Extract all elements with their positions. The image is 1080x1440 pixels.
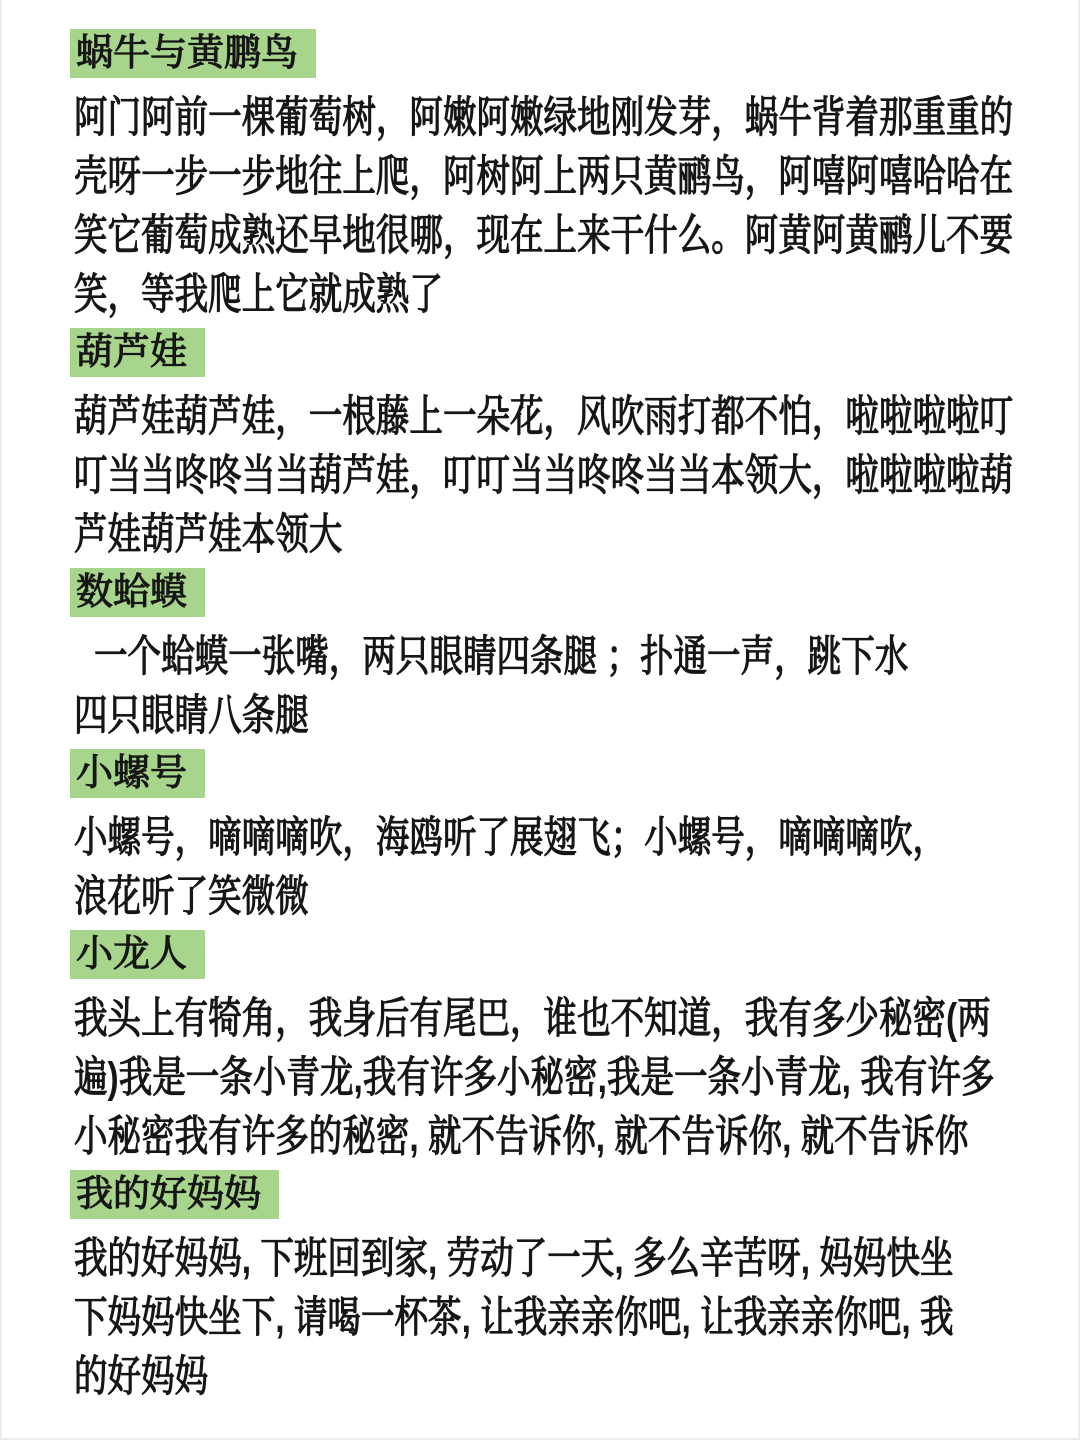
lyric-line: 遍)我是一条小青龙,我有许多小秘密,我是一条小青龙, 我有许多 (74, 1054, 995, 1102)
song-title-row (74, 321, 1038, 384)
lyric-line: 小秘密我有许多的秘密, 就不告诉你, 就不告诉你, 就不告诉你 (74, 1113, 969, 1161)
song-title: 葫芦娃 (70, 328, 205, 377)
lyric-line: 的好妈妈 (74, 1353, 209, 1401)
song-title: 我的好妈妈 (70, 1170, 279, 1219)
lyric-line: 下妈妈快坐下, 请喝一杯茶, 让我亲亲你吧, 让我亲亲你吧, 我 (74, 1294, 954, 1342)
lyric-line: 我的好妈妈, 下班回到家, 劳动了一天, 多么辛苦呀, 妈妈快坐 (74, 1235, 954, 1283)
lyric-line: 葫芦娃葫芦娃，一根藤上一朵花，风吹雨打都不怕，啦啦啦啦叮 (74, 393, 1014, 441)
lyric-line: 四只眼睛八条腿 (74, 692, 309, 740)
lyric-line: 浪花听了笑微微 (74, 873, 309, 921)
song-title-row (74, 1163, 1038, 1226)
lyric-line: 小螺号，嘀嘀嘀吹，海鸥听了展翅飞；小螺号，嘀嘀嘀吹， (74, 814, 947, 862)
lyric-line: 笑它葡萄成熟还早地很哪，现在上来干什么。阿黄阿黄鹂儿不要 (74, 212, 1014, 260)
lyric-line: 壳呀一步一步地往上爬，阿树阿上两只黄鹂鸟，阿嘻阿嘻哈哈在 (74, 153, 1014, 201)
song-title-row (74, 923, 1038, 986)
song-title: 数蛤蟆 (70, 568, 205, 617)
song-title-row (74, 742, 1038, 805)
lyric-line: 芦娃葫芦娃本领大 (74, 511, 343, 559)
song-title-row (74, 22, 1038, 85)
lyric-line: 笑，等我爬上它就成熟了 (74, 271, 443, 319)
lyric-line: 一个蛤蟆一张嘴，两只眼睛四条腿 ；扑通一声，跳下水 (94, 633, 909, 681)
lyric-line: 叮当当咚咚当当葫芦娃，叮叮当当咚咚当当本领大，啦啦啦啦葫 (74, 452, 1014, 500)
song-title-row (74, 561, 1038, 624)
song-title: 小龙人 (70, 930, 205, 979)
song-title: 蜗牛与黄鹏鸟 (70, 29, 316, 78)
song-title: 小螺号 (70, 749, 205, 798)
lyric-line: 阿门阿前一棵葡萄树，阿嫩阿嫩绿地刚发芽，蜗牛背着那重重的 (74, 94, 1014, 142)
lyric-line: 我头上有犄角，我身后有尾巴，谁也不知道，我有多少秘密(两 (74, 995, 991, 1043)
